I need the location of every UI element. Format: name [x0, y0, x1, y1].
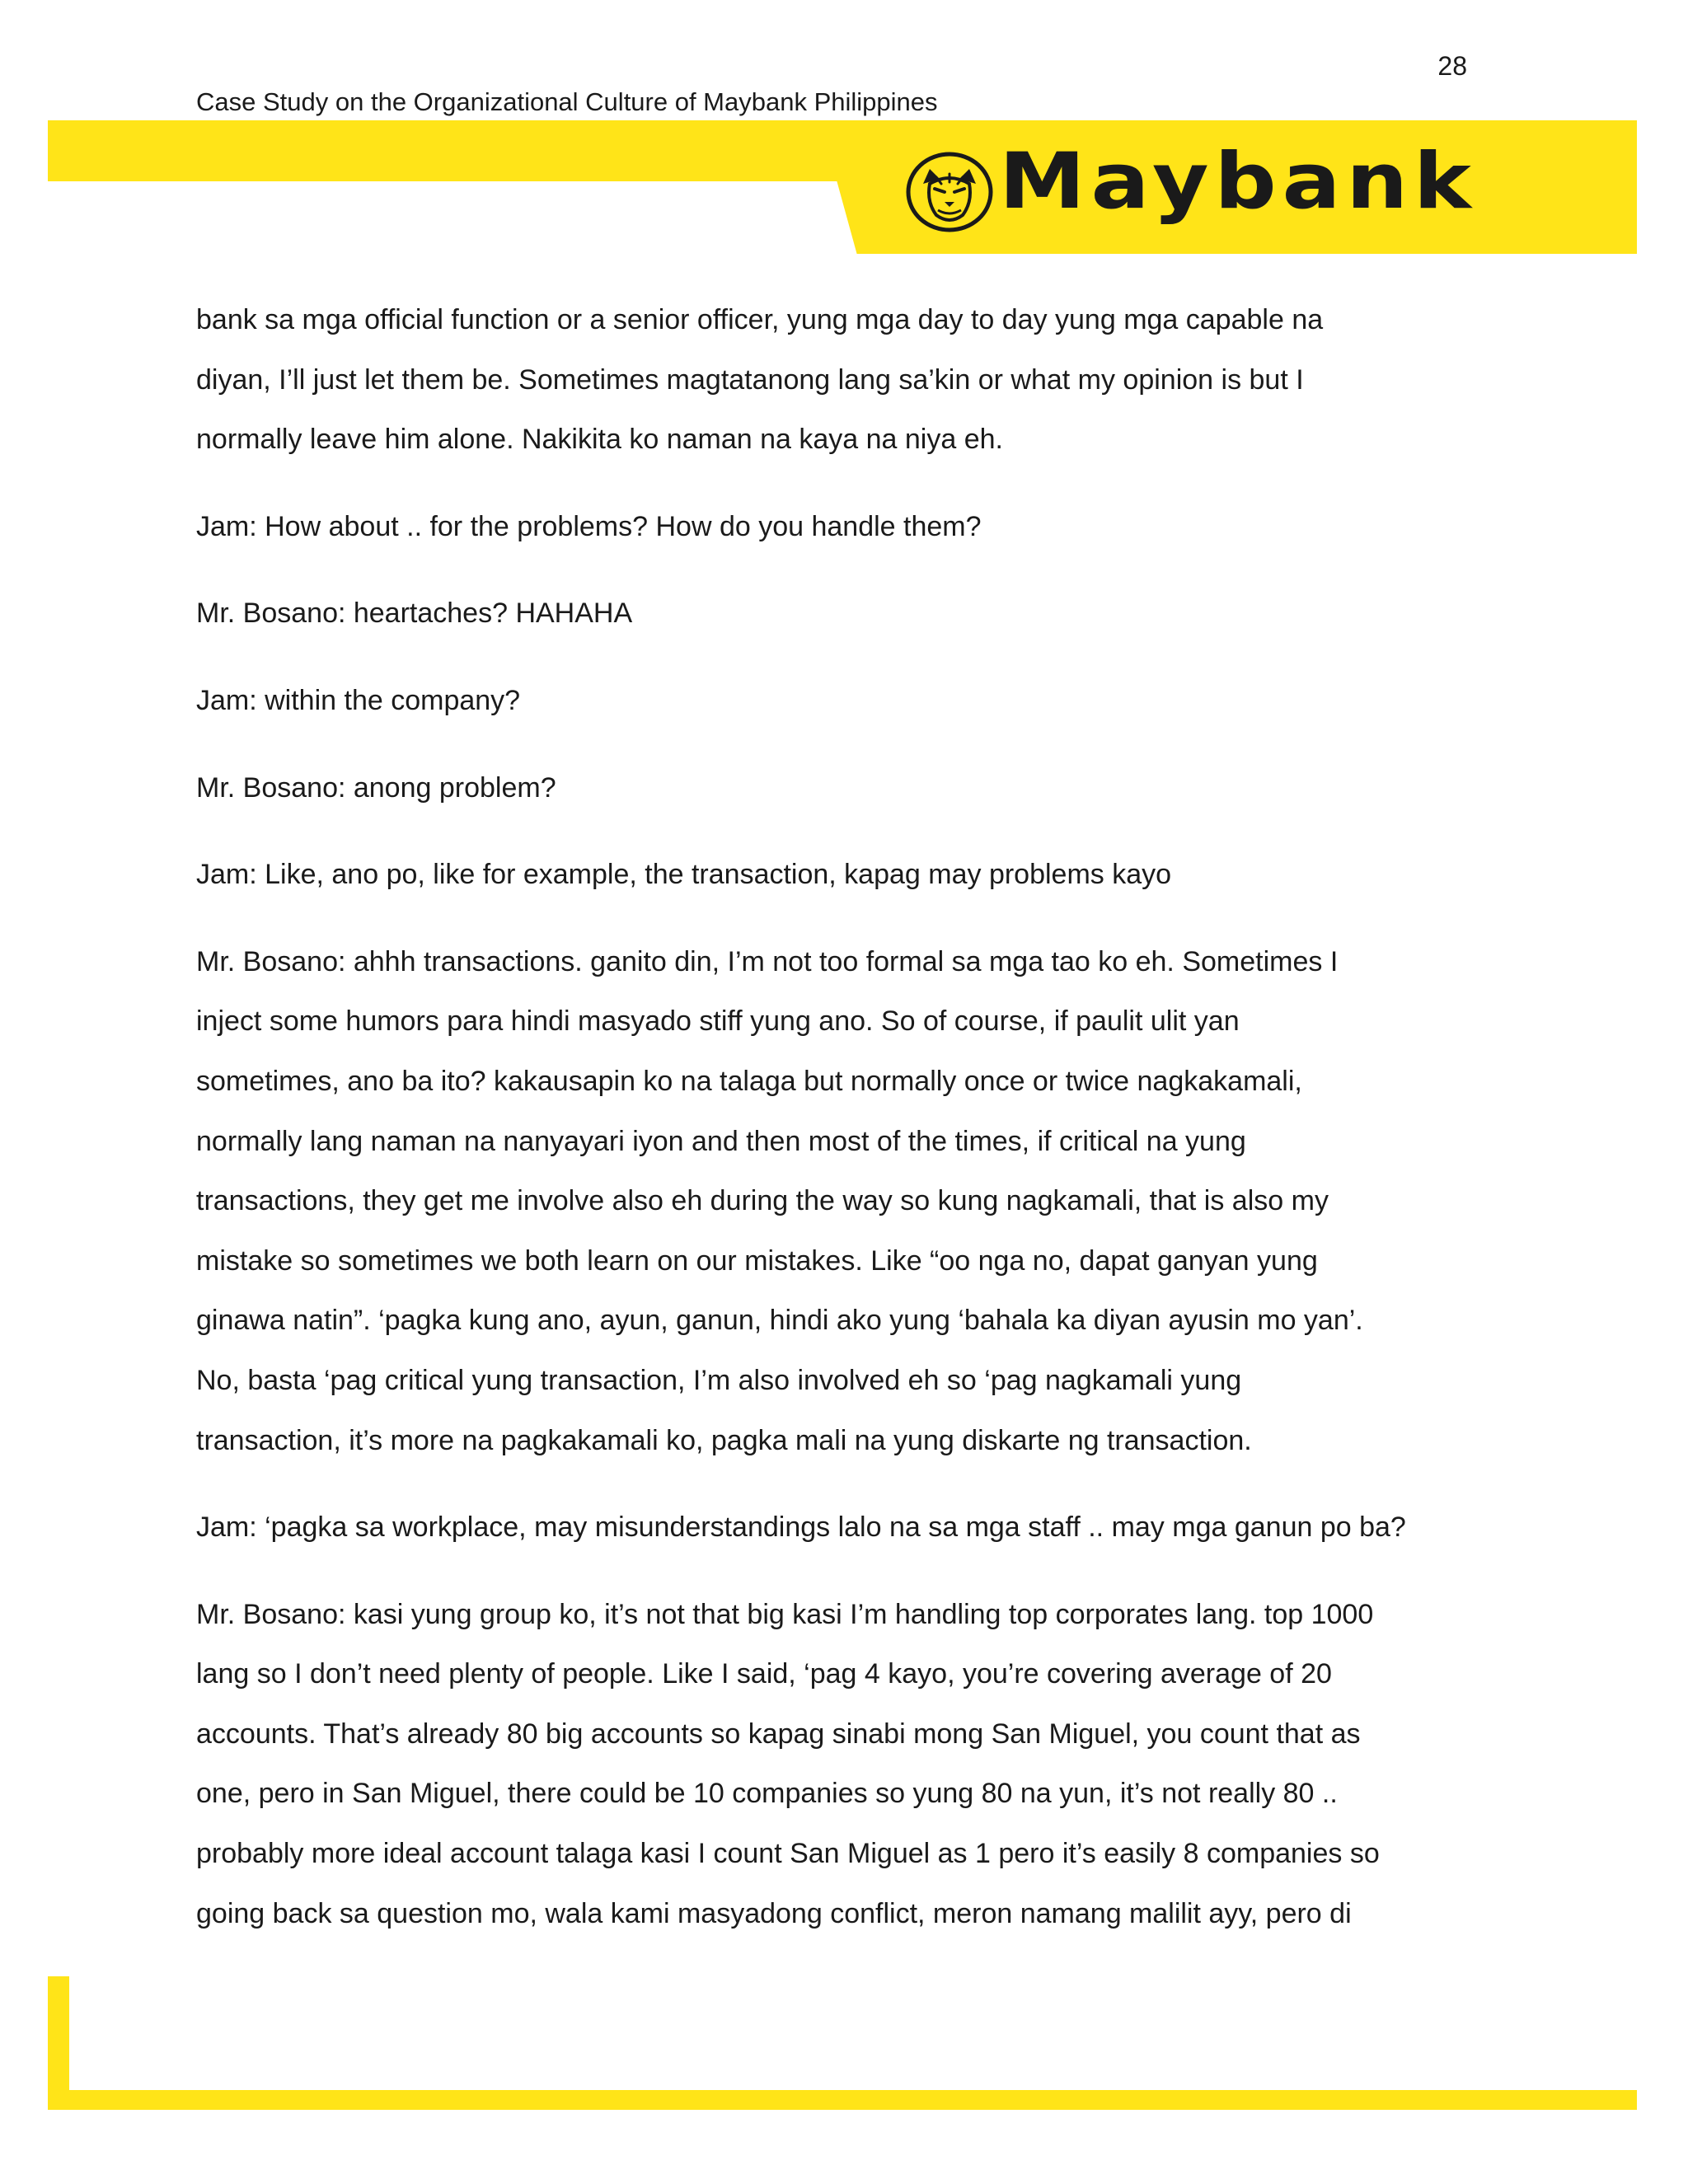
paragraph	[196, 1585, 1482, 1944]
text-line: Mr. Bosano: kasi yung group ko, it’s not that big kasi I’m handling top corporates lang. top 1000	[196, 1598, 1374, 1630]
text-line: going back sa question mo, wala kami masyadong conflict, meron namang malilit ayy, pero di	[196, 1897, 1352, 1929]
footer-bottom-bar	[48, 2090, 1637, 2110]
paragraph	[196, 290, 1482, 470]
text-line: normally leave him alone. Nakikita ko naman na kaya na niya eh.	[196, 424, 1003, 456]
text-line: bank sa mga official function or a senior officer, yung mga day to day yung mga capable na	[196, 304, 1324, 335]
paragraph	[196, 758, 1482, 818]
text-line: accounts. That’s already 80 big accounts so kapag sinabi mong San Miguel, you count that as	[196, 1718, 1361, 1750]
text-line: lang so I don’t need plenty of people. Like I said, ‘pag 4 kayo, you’re covering average of 20	[196, 1658, 1332, 1690]
text-line: Jam: within the company?	[196, 684, 521, 716]
text-line: normally lang naman na nanyayari iyon and then most of the times, if critical na yung	[196, 1125, 1246, 1157]
text-line: No, basta ‘pag critical yung transaction, I’m also involved eh so ‘pag nagkamali yung	[196, 1364, 1242, 1396]
text-line: transaction, it’s more na pagkakamali ko, pagka mali na yung diskarte ng transaction.	[196, 1424, 1252, 1456]
document-header-title: Case Study on the Organizational Culture of Maybank Philippines	[196, 87, 938, 116]
text-line: ginawa natin”. ‘pagka kung ano, ayun, ganun, hindi ako yung ‘bahala ka diyan ayusin mo yan’.	[196, 1305, 1363, 1337]
paragraph	[196, 583, 1482, 644]
tiger-head-icon	[905, 151, 994, 233]
page-number: 28	[1437, 51, 1467, 81]
text-line: probably more ideal account talaga kasi I count San Miguel as 1 pero it’s easily 8 companies so	[196, 1838, 1380, 1870]
text-line: Jam: How about .. for the problems? How do you handle them?	[196, 510, 982, 542]
document-body	[196, 290, 1482, 1971]
paragraph	[196, 671, 1482, 731]
text-line: Jam: Like, ano po, like for example, the transaction, kapag may problems kayo	[196, 859, 1172, 891]
text-line: one, pero in San Miguel, there could be 10 companies so yung 80 na yun, it’s not really 80 ..	[196, 1778, 1338, 1810]
text-line: Mr. Bosano: ahhh transactions. ganito din, I’m not too formal sa mga tao ko eh. Sometimes I	[196, 945, 1339, 977]
text-line: transactions, they get me involve also eh during the way so kung nagkamali, that is also my	[196, 1185, 1329, 1217]
text-line: Jam: ‘pagka sa workplace, may misunderstandings lalo na sa mga staff .. may mga ganun po ba?	[196, 1511, 1406, 1544]
paragraph	[196, 845, 1482, 905]
text-line: sometimes, ano ba ito? kakausapin ko na talaga but normally once or twice nagkakamali,	[196, 1065, 1302, 1097]
text-line: Mr. Bosano: anong problem?	[196, 771, 556, 804]
text-line: Mr. Bosano: heartaches? HAHAHA	[196, 598, 633, 630]
text-line: diyan, I’ll just let them be. Sometimes magtatanong lang sa’kin or what my opinion is but I	[196, 363, 1304, 396]
paragraph	[196, 497, 1482, 557]
paragraph	[196, 1497, 1482, 1558]
maybank-logo-wordmark: Maybank	[999, 137, 1477, 227]
text-line: inject some humors para hindi masyado stiff yung ano. So of course, if paulit ulit yan	[196, 1005, 1240, 1038]
text-line: mistake so sometimes we both learn on our mistakes. Like “oo nga no, dapat ganyan yung	[196, 1244, 1318, 1277]
paragraph	[196, 932, 1482, 1470]
